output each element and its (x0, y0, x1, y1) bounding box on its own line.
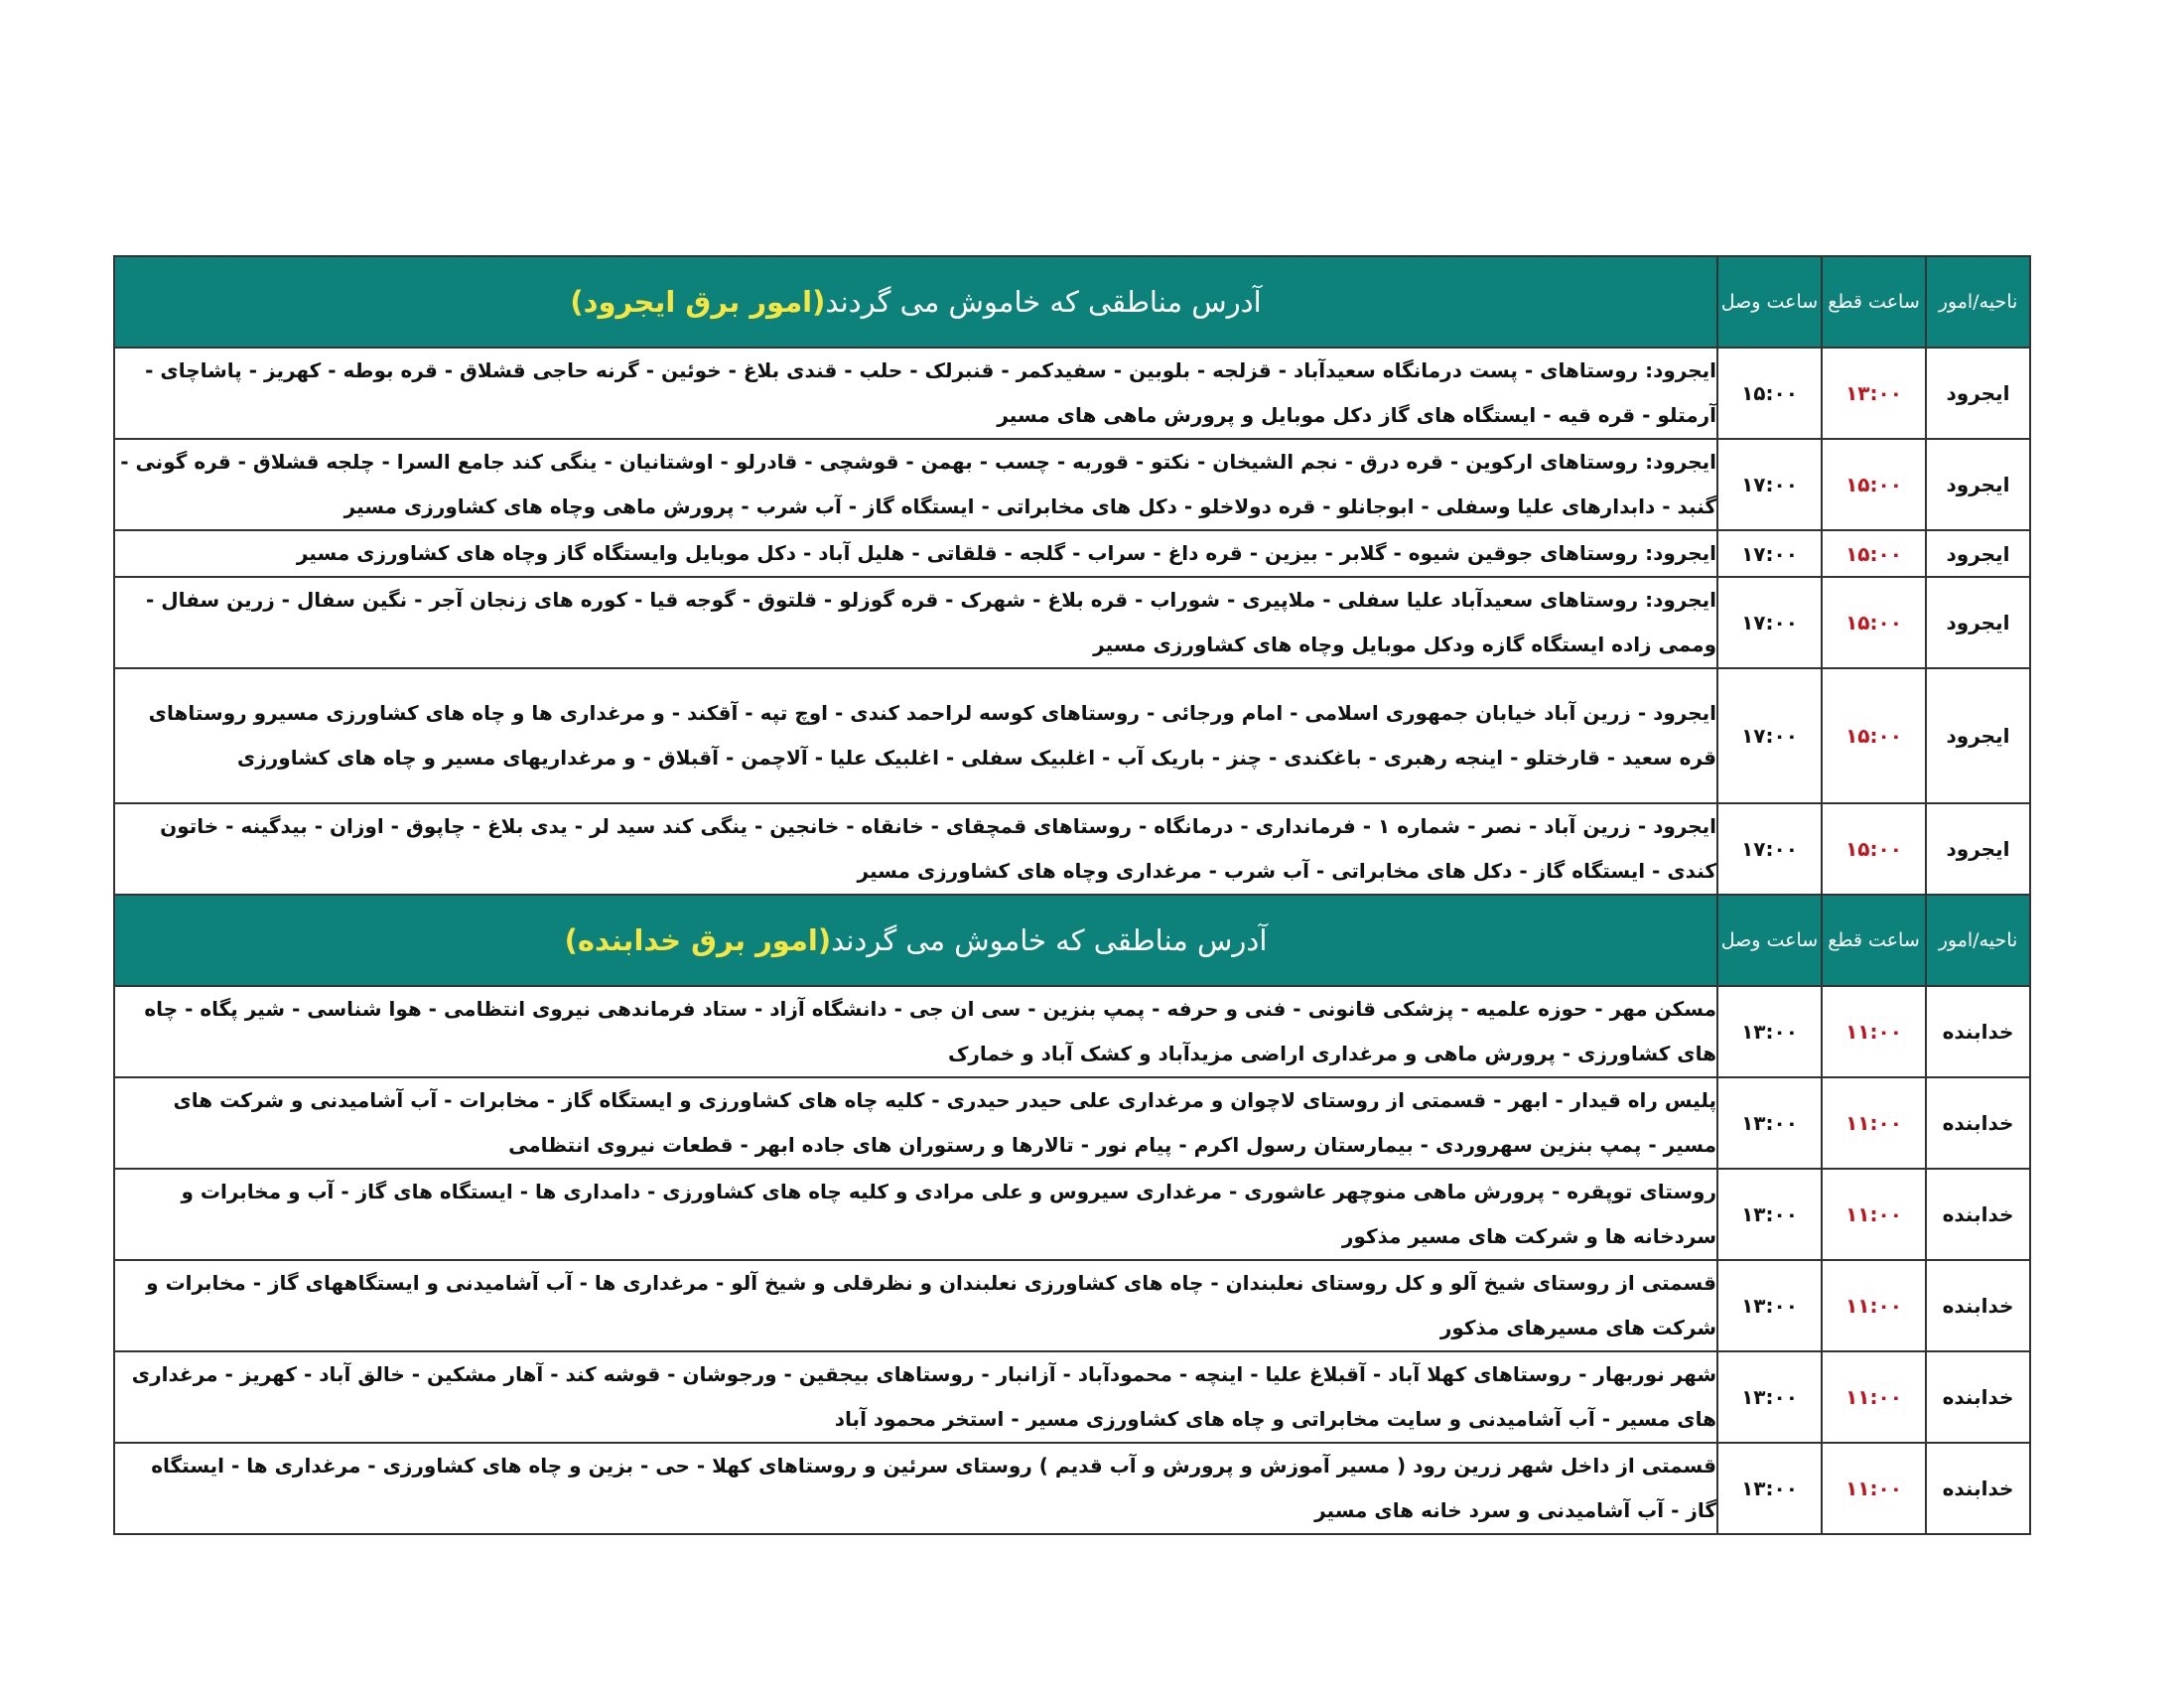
table-row (114, 803, 2030, 895)
address-cell: قسمتی از روستای شیخ آلو و کل روستای نعلبندان - چاه های کشاورزی نعلبندان و نظرقلی و شیخ آلو - مرغداری ها - آب آشامیدنی و ایستگاههای گاز - مخابرات و شرکت های مسیرهای مذکور (114, 1260, 1717, 1351)
table-row (114, 1260, 2030, 1351)
section-header-khodabandeh (114, 895, 2030, 986)
table-row (114, 668, 2030, 803)
reconnect-time-cell: ۱۳:۰۰ (1717, 1260, 1822, 1351)
section-title (114, 895, 1717, 986)
section-header-ijrud (114, 256, 2030, 348)
reconnect-time-cell: ۱۷:۰۰ (1717, 803, 1822, 895)
table-row (114, 530, 2030, 577)
reconnect-time-cell: ۱۳:۰۰ (1717, 1443, 1822, 1534)
power-outage-schedule-table (113, 255, 2031, 1535)
reconnect-time-cell: ۱۳:۰۰ (1717, 1169, 1822, 1260)
section-title (114, 256, 1717, 348)
table-row (114, 986, 2030, 1077)
region-cell: ایجرود (1926, 348, 2030, 439)
reconnect-time-cell: ۱۷:۰۰ (1717, 668, 1822, 803)
region-cell: خدابنده (1926, 1260, 2030, 1351)
address-cell: قسمتی از داخل شهر زرین رود ( مسیر آموزش و پرورش و آب قدیم ) روستای سرئین و روستاهای کهلا - حی - بزین و چاه های کشاورزی - مرغداری ها - ایستگاه گاز - آب آشامیدنی و سرد خانه های مسیر (114, 1443, 1717, 1534)
cut-time-cell: ۱۵:۰۰ (1822, 439, 1926, 530)
address-cell: ایجرود: روستاهای - پست درمانگاه سعیدآباد - قزلجه - بلوبین - سفیدکمر - قنبرلک - حلب - قندی بلاغ - خوئین - گرنه حاجی قشلاق - قره بوطه - کهریز - پاشاچای - آرمتلو - قره قیه - ایستگاه های گاز دکل موبایل و پرورش ماهی های مسیر (114, 348, 1717, 439)
cut-time-cell: ۱۱:۰۰ (1822, 1077, 1926, 1169)
reconnect-time-cell: ۱۷:۰۰ (1717, 439, 1822, 530)
cut-time-cell: ۱۱:۰۰ (1822, 1260, 1926, 1351)
region-cell: خدابنده (1926, 1351, 2030, 1443)
section-title-accent: (امور برق خدابنده) (564, 923, 832, 957)
section-title-main: آدرس مناطقی که خاموش می گردند (831, 923, 1268, 957)
address-cell: ایجرود: روستاهای جوقین شیوه - گلابر - بیزین - قره داغ - سراب - گلجه - قلقاتی - هلیل آباد - دکل موبایل وایستگاه گاز وچاه های کشاورزی مسیر (114, 530, 1717, 577)
column-header-cut-time: ساعت قطع (1822, 256, 1926, 348)
address-cell: مسکن مهر - حوزه علمیه - پزشکی قانونی - فنی و حرفه - پمپ بنزین - سی ان جی - دانشگاه آزاد - ستاد فرماندهی نیروی انتظامی - هوا شناسی - شیر پگاه - چاه های کشاورزی - پرورش ماهی و مرغداری اراضی مزیدآباد و کشک آباد و خمارک (114, 986, 1717, 1077)
region-cell: ایجرود (1926, 668, 2030, 803)
region-cell: ایجرود (1926, 439, 2030, 530)
region-cell: ایجرود (1926, 803, 2030, 895)
reconnect-time-cell: ۱۷:۰۰ (1717, 577, 1822, 668)
address-cell: ایجرود - زرین آباد - نصر - شماره ۱ - فرمانداری - درمانگاه - روستاهای قمچقای - خانقاه - خانجین - ینگی کند سید لر - یدی بلاغ - چاپوق - اوزان - بیدگینه - خاتون کندی - ایستگاه گاز - دکل های مخابراتی - آب شرب - مرغداری وچاه های کشاورزی مسیر (114, 803, 1717, 895)
column-header-region: ناحیه/امور (1926, 895, 2030, 986)
reconnect-time-cell: ۱۳:۰۰ (1717, 986, 1822, 1077)
region-cell: خدابنده (1926, 1169, 2030, 1260)
column-header-reconnect-time: ساعت وصل (1717, 256, 1822, 348)
table-row (114, 1443, 2030, 1534)
cut-time-cell: ۱۵:۰۰ (1822, 577, 1926, 668)
section-title-accent: (امور برق ایجرود) (570, 285, 826, 319)
table-row (114, 1077, 2030, 1169)
cut-time-cell: ۱۱:۰۰ (1822, 1169, 1926, 1260)
table-row (114, 1169, 2030, 1260)
cut-time-cell: ۱۵:۰۰ (1822, 668, 1926, 803)
reconnect-time-cell: ۱۵:۰۰ (1717, 348, 1822, 439)
column-header-reconnect-time: ساعت وصل (1717, 895, 1822, 986)
region-cell: خدابنده (1926, 1077, 2030, 1169)
region-cell: خدابنده (1926, 1443, 2030, 1534)
cut-time-cell: ۱۵:۰۰ (1822, 803, 1926, 895)
address-cell: پلیس راه قیدار - ابهر - قسمتی از روستای لاچوان و مرغداری علی حیدر حیدری - کلیه چاه های کشاورزی و ایستگاه گاز - مخابرات - آب آشامیدنی و شرکت های مسیر - پمپ بنزین سهروردی - بیمارستان رسول اکرم - پیام نور - تالارها و رستوران های جاده ابهر - قطعات نیروی انتظامی (114, 1077, 1717, 1169)
cut-time-cell: ۱۱:۰۰ (1822, 1443, 1926, 1534)
reconnect-time-cell: ۱۷:۰۰ (1717, 530, 1822, 577)
table-row (114, 348, 2030, 439)
address-cell: شهر نوربهار - روستاهای کهلا آباد - آقبلاغ علیا - اینچه - محمودآباد - آزانبار - روستاهای بیجقین - ورجوشان - قوشه کند - آهار مشکین - خالق آباد - کهریز - مرغداری های مسیر - آب آشامیدنی و سایت مخابراتی و چاه های کشاورزی مسیر - استخر محمود آباد (114, 1351, 1717, 1443)
address-cell: روستای توپقره - پرورش ماهی منوچهر عاشوری - مرغداری سیروس و علی مرادی و کلیه چاه های کشاورزی - دامداری ها - ایستگاه های گاز - آب و مخابرات و سردخانه ها و شرکت های مسیر مذکور (114, 1169, 1717, 1260)
region-cell: ایجرود (1926, 530, 2030, 577)
address-cell: ایجرود: روستاهای ارکوین - قره درق - نجم الشیخان - نکتو - قوربه - چسب - بهمن - قوشچی - قادرلو - اوشتانیان - ینگی کند جامع السرا - چلجه قشلاق - قره گونی - گنبد - دابدارهای علیا وسفلی - ابوجانلو - قره دولاخلو - دکل های مخابراتی - ایستگاه گاز - آب شرب - پرورش ماهی وچاه های کشاورزی مسیر (114, 439, 1717, 530)
table-row (114, 577, 2030, 668)
table-row (114, 439, 2030, 530)
address-cell: ایجرود: روستاهای سعیدآباد علیا سفلی - ملاپیری - شوراب - قره بلاغ - شهرک - قره گوزلو - قلتوق - گوجه قیا - کوره های زنجان آجر - نگین سفال - زرین سفال - وممی زاده ایستگاه گازه ودکل موبایل وچاه های کشاورزی مسیر (114, 577, 1717, 668)
reconnect-time-cell: ۱۳:۰۰ (1717, 1351, 1822, 1443)
region-cell: خدابنده (1926, 986, 2030, 1077)
column-header-region: ناحیه/امور (1926, 256, 2030, 348)
cut-time-cell: ۱۵:۰۰ (1822, 530, 1926, 577)
reconnect-time-cell: ۱۳:۰۰ (1717, 1077, 1822, 1169)
address-cell: ایجرود - زرین آباد خیابان جمهوری اسلامی - امام ورجائی - روستاهای کوسه لراحمد کندی - اوچ تپه - آقکند - و مرغداری ها و چاه های کشاورزی مسیرو روستاهای قره سعید - قارختلو - اینجه رهبری - باغکندی - چنز - باریک آب - اغلبیک سفلی - اغلبیک علیا - آلاچمن - آقبلاق - و مرغداریهای مسیر و چاه های کشاورزی (114, 668, 1717, 803)
cut-time-cell: ۱۳:۰۰ (1822, 348, 1926, 439)
table-row (114, 1351, 2030, 1443)
section-title-main: آدرس مناطقی که خاموش می گردند (825, 285, 1262, 319)
cut-time-cell: ۱۱:۰۰ (1822, 1351, 1926, 1443)
region-cell: ایجرود (1926, 577, 2030, 668)
column-header-cut-time: ساعت قطع (1822, 895, 1926, 986)
cut-time-cell: ۱۱:۰۰ (1822, 986, 1926, 1077)
